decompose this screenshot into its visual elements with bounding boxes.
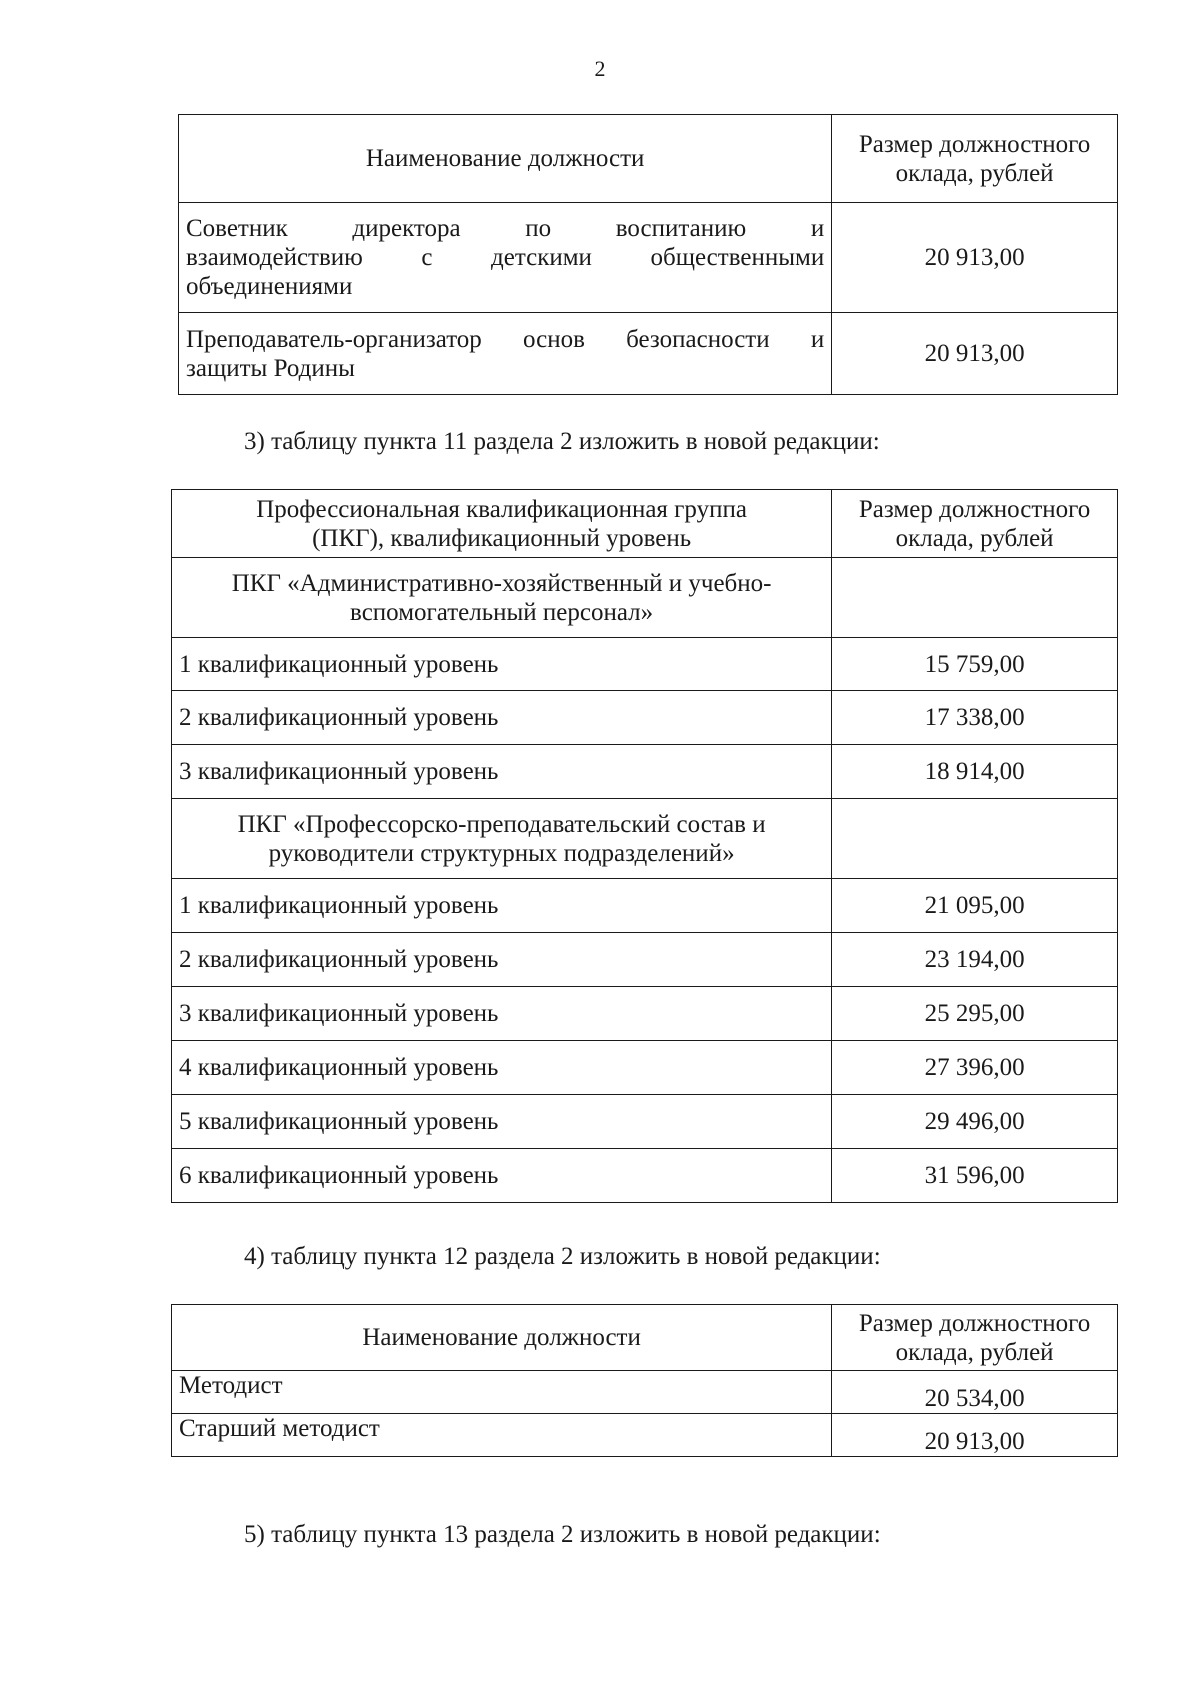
group-row bbox=[172, 799, 1118, 879]
group-title-line: руководители структурных подразделений» bbox=[268, 839, 735, 867]
qualification-groups-table bbox=[171, 489, 1118, 1203]
position-name-line: взаимодействию с детскими общественными bbox=[186, 244, 825, 271]
salary-value: 15 759,00 bbox=[832, 638, 1118, 691]
group-value-empty bbox=[832, 799, 1118, 879]
salary-value: 20 913,00 bbox=[832, 313, 1118, 395]
table-header-row bbox=[179, 115, 1118, 203]
header-salary-line: оклада, рублей bbox=[895, 524, 1054, 552]
table-row bbox=[172, 879, 1118, 933]
header-salary bbox=[832, 1305, 1118, 1371]
group-title bbox=[172, 558, 832, 638]
group-title-line: ПКГ «Профессорско-преподавательский состав и bbox=[237, 810, 766, 838]
level-name: 4 квалификационный уровень bbox=[172, 1041, 832, 1095]
table-row bbox=[179, 313, 1118, 395]
group-title bbox=[172, 799, 832, 879]
level-name: 5 квалификационный уровень bbox=[172, 1095, 832, 1149]
positions-table-2 bbox=[171, 1304, 1118, 1457]
header-position-name: Наименование должности bbox=[172, 1305, 832, 1371]
group-row bbox=[172, 558, 1118, 638]
group-title-line: ПКГ «Административно-хозяйственный и учебно- bbox=[231, 569, 772, 597]
instruction-item-4: 4) таблицу пункта 12 раздела 2 изложить в новой редакции: bbox=[244, 1243, 881, 1270]
table-row bbox=[172, 1095, 1118, 1149]
level-name: 6 квалификационный уровень bbox=[172, 1149, 832, 1203]
level-name: 3 квалификационный уровень bbox=[172, 745, 832, 799]
header-group-line: (ПКГ), квалификационный уровень bbox=[312, 524, 692, 552]
group-title-line: вспомогательный персонал» bbox=[350, 598, 654, 626]
position-name bbox=[179, 313, 832, 395]
salary-value: 21 095,00 bbox=[832, 879, 1118, 933]
position-name-line: защиты Родины bbox=[186, 354, 355, 382]
header-salary bbox=[832, 115, 1118, 203]
header-group-line: Профессиональная квалификационная группа bbox=[256, 495, 747, 523]
table-row bbox=[172, 987, 1118, 1041]
header-salary-line: Размер должностного bbox=[858, 1309, 1091, 1337]
salary-value: 18 914,00 bbox=[832, 745, 1118, 799]
header-position-name: Наименование должности bbox=[179, 115, 832, 203]
salary-value: 17 338,00 bbox=[832, 691, 1118, 745]
level-name: 2 квалификационный уровень bbox=[172, 933, 832, 987]
level-name: 2 квалификационный уровень bbox=[172, 691, 832, 745]
table-row bbox=[179, 203, 1118, 313]
position-name: Старший методист bbox=[172, 1414, 832, 1457]
instruction-item-5: 5) таблицу пункта 13 раздела 2 изложить в новой редакции: bbox=[244, 1521, 881, 1548]
header-salary-line: Размер должностного bbox=[858, 130, 1091, 158]
position-name-line: объединениями bbox=[186, 273, 353, 300]
table-row bbox=[172, 1149, 1118, 1203]
salary-value: 31 596,00 bbox=[832, 1149, 1118, 1203]
position-name-line: Советник директора по воспитанию и bbox=[186, 215, 825, 242]
salary-value: 29 496,00 bbox=[832, 1095, 1118, 1149]
table-row bbox=[172, 691, 1118, 745]
position-name bbox=[179, 203, 832, 313]
header-group-level bbox=[172, 490, 832, 558]
salary-value: 20 913,00 bbox=[832, 1414, 1118, 1457]
salary-value: 20 913,00 bbox=[832, 203, 1118, 313]
table-header-row bbox=[172, 1305, 1118, 1371]
instruction-item-3: 3) таблицу пункта 11 раздела 2 изложить в новой редакции: bbox=[244, 428, 880, 455]
table-row bbox=[172, 638, 1118, 691]
table-row bbox=[172, 1041, 1118, 1095]
table-row bbox=[172, 933, 1118, 987]
table-row bbox=[172, 1414, 1118, 1457]
level-name: 3 квалификационный уровень bbox=[172, 987, 832, 1041]
header-salary-line: оклада, рублей bbox=[895, 1338, 1054, 1366]
position-name-line: Преподаватель-организатор основ безопасности и bbox=[186, 325, 825, 353]
position-name: Методист bbox=[172, 1371, 832, 1414]
positions-table-1 bbox=[178, 114, 1118, 395]
level-name: 1 квалификационный уровень bbox=[172, 638, 832, 691]
table-row bbox=[172, 1371, 1118, 1414]
header-salary-line: Размер должностного bbox=[858, 495, 1091, 523]
page-number: 2 bbox=[594, 56, 606, 81]
header-salary-line: оклада, рублей bbox=[895, 159, 1054, 187]
table-row bbox=[172, 745, 1118, 799]
salary-value: 25 295,00 bbox=[832, 987, 1118, 1041]
salary-value: 27 396,00 bbox=[832, 1041, 1118, 1095]
group-value-empty bbox=[832, 558, 1118, 638]
level-name: 1 квалификационный уровень bbox=[172, 879, 832, 933]
salary-value: 20 534,00 bbox=[832, 1371, 1118, 1414]
table-header-row bbox=[172, 490, 1118, 558]
header-salary bbox=[832, 490, 1118, 558]
salary-value: 23 194,00 bbox=[832, 933, 1118, 987]
